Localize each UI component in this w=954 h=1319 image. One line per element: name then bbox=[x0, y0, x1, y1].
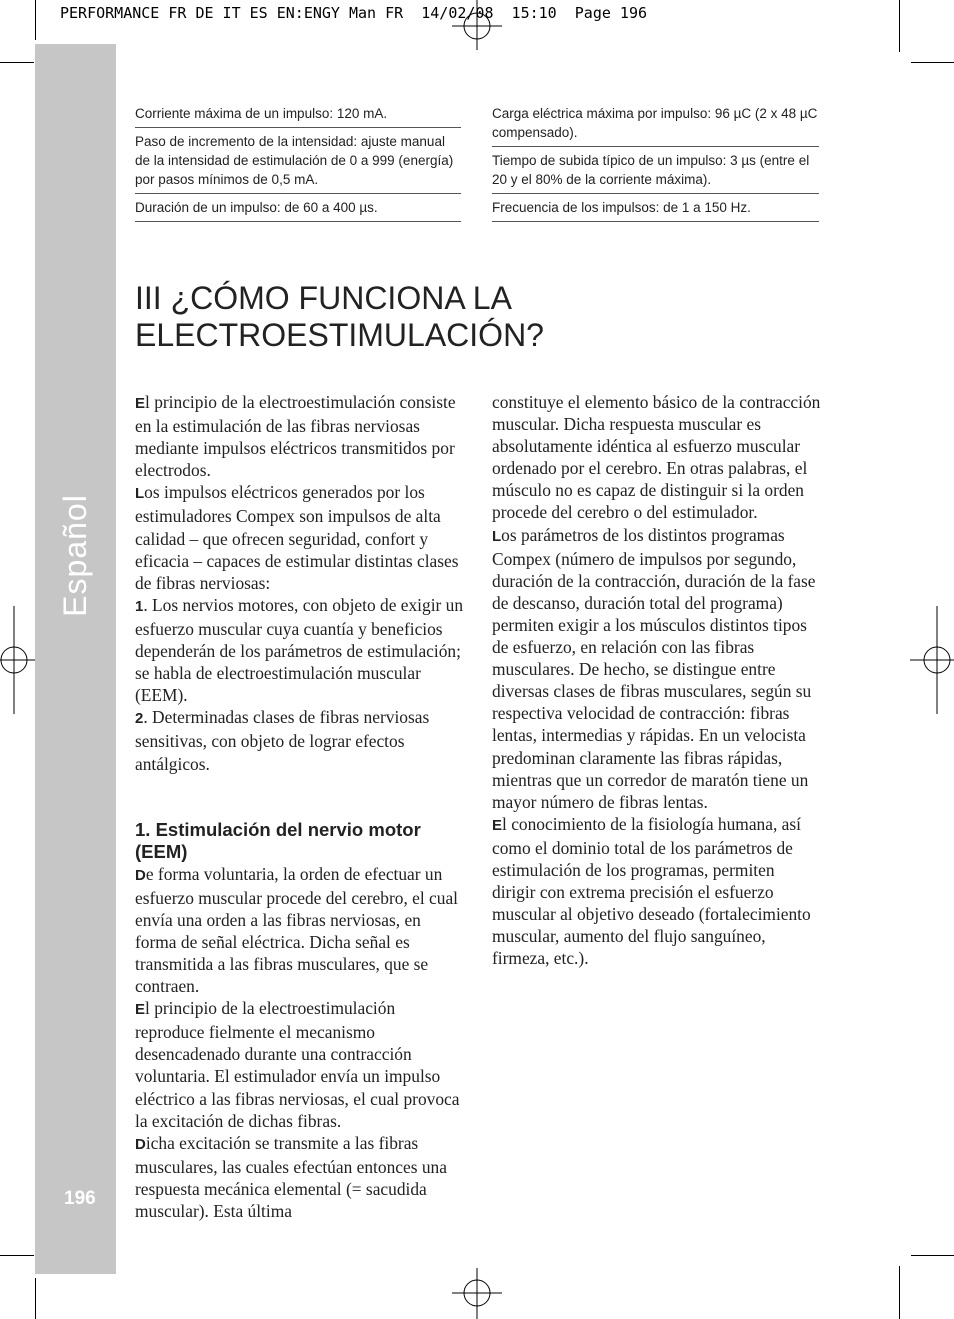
list-number: 1 bbox=[135, 597, 144, 615]
paragraph-text: os parámetros de los distintos programas Compex (número de impulsos por segundo, duración de la contracción, duración de la fase de descanso, duración total del programa) permiten exigir a los músculos distintos tipos de esfuerzo, en relación con las fibras musculares. De hecho, se distingue entre diversas clases de fibras musculares, según su respectiva velocidad de contracción: fibras lentas, intermedias y rápidas. En un velocista predominan claramente las fibras rápidas, mientras que un corredor de maratón tiene un mayor número de fibras lentas. bbox=[492, 524, 816, 812]
page-number: 196 bbox=[64, 1188, 96, 1209]
initial-letter: L bbox=[135, 485, 145, 503]
paragraph bbox=[135, 1132, 465, 1222]
paragraph-text: e forma voluntaria, la orden de efectuar un esfuerzo muscular procede del cerebro, el cual envía una orden a las fibras nerviosas, en forma de señal eléctrica. Dicha señal es transmitida a las fibras musculares, que se contraen. bbox=[135, 863, 459, 997]
paragraph bbox=[135, 391, 465, 481]
paragraph-text: l principio de la electroestimulación consiste en la estimulación de las fibras nerviosas mediante impulsos eléctricos transmitidos por electrodos. bbox=[135, 392, 456, 481]
initial-letter: D bbox=[135, 1135, 146, 1153]
spec-item: Tiempo de subida típico de un impulso: 3 µs (entre el 20 y el 80% de la corriente máxima). bbox=[492, 147, 819, 194]
subheading: 1. Estimulación del nervio motor (EEM) bbox=[135, 818, 421, 862]
paragraph bbox=[135, 594, 465, 706]
registration-mark-left bbox=[0, 606, 40, 714]
section-title-line1: III ¿CÓMO FUNCIONA LA bbox=[135, 280, 512, 316]
paragraph bbox=[492, 524, 822, 813]
registration-mark-bottom bbox=[452, 1268, 502, 1319]
spec-item: Carga eléctrica máxima por impulso: 96 µC (2 x 48 µC compensado). bbox=[492, 100, 819, 147]
spec-item: Duración de un impulso: de 60 a 400 µs. bbox=[135, 194, 461, 222]
spec-item: Frecuencia de los impulsos: de 1 a 150 Hz. bbox=[492, 194, 819, 222]
paragraph bbox=[135, 706, 465, 774]
paragraph-text: icha excitación se transmite a las fibras musculares, las cuales efectúan entonces una respuesta mecánica elemental (= sacudida muscular). Esta última bbox=[135, 1132, 447, 1221]
paragraph bbox=[492, 813, 822, 970]
section-title bbox=[135, 280, 735, 354]
list-number: 2 bbox=[135, 710, 144, 728]
initial-letter: E bbox=[135, 1001, 146, 1019]
paragraph-text: . Determinadas clases de fibras nerviosas sensitivas, con objeto de lograr efectos antálgicos. bbox=[135, 707, 430, 774]
print-slug: PERFORMANCE FR DE IT ES EN:ENGY Man FR 14/02/08 15:10 Page 196 bbox=[60, 4, 647, 22]
paragraph bbox=[135, 997, 465, 1132]
initial-letter: L bbox=[492, 527, 502, 545]
paragraph bbox=[135, 863, 465, 998]
body-column-right bbox=[492, 391, 822, 969]
body-column-left bbox=[135, 391, 465, 1222]
section-title-line2: ELECTROESTIMULACIÓN? bbox=[135, 317, 544, 353]
language-sidebar bbox=[35, 44, 116, 1274]
paragraph-text: os impulsos eléctricos generados por los estimuladores Compex son impulsos de alta calidad – que ofrecen seguridad, confort y eficacia – capaces de estimular distintas clases de fibras nerviosas: bbox=[135, 482, 459, 593]
initial-letter: D bbox=[135, 866, 146, 884]
paragraph-text: l principio de la electroestimulación reproduce fielmente el mecanismo desencadenado durante una contracción voluntaria. El estimulador envía un impulso eléctrico a las fibras nerviosas, el cual provoca la excitación de dichas fibras. bbox=[135, 998, 460, 1131]
language-label: Español bbox=[57, 493, 94, 617]
spec-item: Paso de incremento de la intensidad: ajuste manual de la intensidad de estimulación de 0 a 999 (energía) por pasos mínimos de 0,5 mA. bbox=[135, 128, 461, 194]
registration-mark-top bbox=[452, 0, 502, 50]
initial-letter: E bbox=[492, 816, 503, 834]
specs-left bbox=[135, 100, 461, 222]
paragraph: constituye el elemento básico de la contracción muscular. Dicha respuesta muscular es absolutamente idéntica al esfuerzo muscular ordenado por el cerebro. En otras palabras, el músculo no es capaz de distinguir si la orden procede del cerebro o del estimulador. bbox=[492, 392, 821, 523]
initial-letter: E bbox=[135, 395, 146, 412]
paragraph-text: l conocimiento de la fisiología humana, así como el dominio total de los parámetros de estimulación de los programas, permiten dirigir con extrema precisión el esfuerzo muscular al objetivo deseado (fortalecimiento muscular, aumento del flujo sanguíneo, firmeza, etc.). bbox=[492, 813, 811, 969]
specs-right bbox=[492, 100, 819, 222]
registration-mark-right bbox=[910, 606, 954, 714]
sidebar-language-label bbox=[35, 495, 116, 615]
paragraph bbox=[135, 481, 465, 593]
spec-item: Corriente máxima de un impulso: 120 mA. bbox=[135, 100, 461, 128]
paragraph-text: . Los nervios motores, con objeto de exigir un esfuerzo muscular cuya cuantía y beneficios dependerán de los parámetros de estimulación; se habla de electroestimulación muscular (EEM). bbox=[135, 594, 464, 706]
